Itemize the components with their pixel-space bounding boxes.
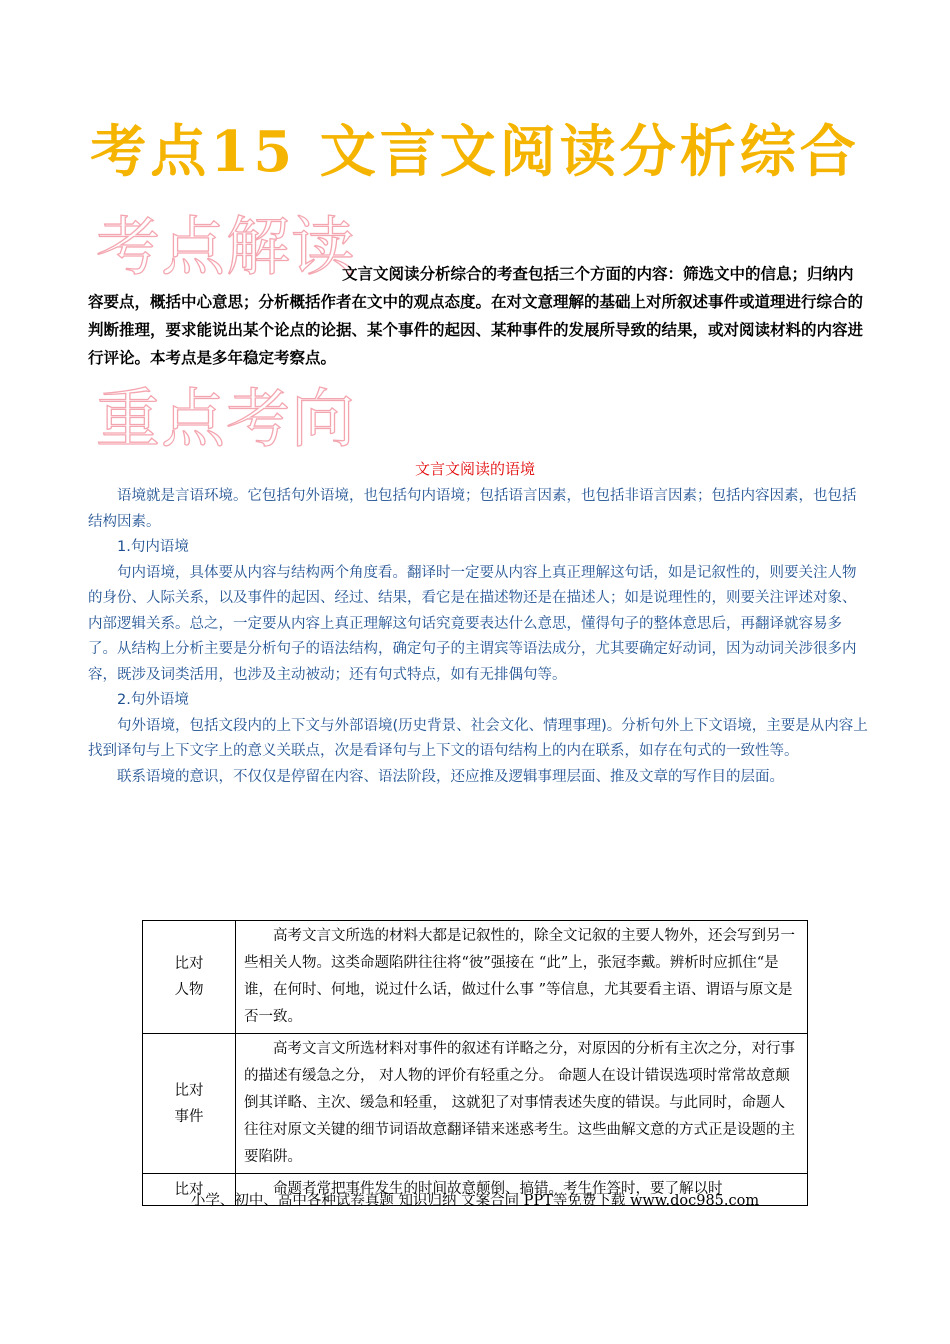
intro-paragraph: 文言文阅读分析综合的考查包括三个方面的内容：筛选文中的信息；归纳内容要点，概括中心意思；分析概括作者在文中的观点态度。在对文意理解的基础上对所叙述事件或道理进行综合的判断推理，要求能说出某个论点的论据、某个事件的起因、某种事件的发展所导致的结果，或对阅读材料的内容进行评论。本考点是多年稳定考察点。 [88,265,864,367]
paragraph-context-awareness: 联系语境的意识，不仅仅是停留在内容、语法阶段，还应推及逻辑事理层面、推及文章的写作目的层面。 [117,768,784,785]
row-label: 比对 事件 [143,1034,236,1174]
section-heading: 文言文阅读的语境 [414,460,535,478]
comparison-table [142,920,808,1206]
paragraph-outer-context: 句外语境，包括文段内的上下文与外部语境(历史背景、社会文化、情理事理)。分析句外上下文语境，主要是从内容上找到译句与上下文字上的意义关联点，次是看译句与上下文的语句结构上的内在联系，如存在句式的一致性等。 [88,717,868,759]
body-text [88,484,868,790]
subheading-outer-context: 2.句外语境 [117,692,189,708]
table-row [143,1034,808,1174]
row-content: 高考文言文所选材料对事件的叙述有详略之分，对原因的分析有主次之分，对行事的描述有缓急之分， 对人物的评价有轻重之分。 命题人在设计错误选项时常常故意颠倒其详略、主次、缓急和轻重， 这就犯了对事情表述失度的错误。与此同时，命题人往往对原文关键的细节词语故意翻译错来迷惑考生。这些曲解文意的方式正是设题的主要陷阱。 [236,1034,808,1174]
paragraph-context-definition: 语境就是言语环境。它包括句外语境，也包括句内语境；包括语言因素，也包括非语言因素；包括内容因素，也包括结构因素。 [88,488,857,530]
page-title: 考点15 文言文阅读分析综合 [90,119,860,185]
row-content: 高考文言文所选的材料大都是记叙性的，除全文记叙的主要人物外，还会写到另一些相关人物。这类命题陷阱往往将“彼”强接在 “此”上，张冠李戴。辨析时应抓住“是谁，在何时、何地，说过什么话，做过什么事 ”等信息，尤其要看主语、谓语与原文是否一致。 [236,921,808,1034]
page-footer: 小学、初中、高中各种试卷真题 知识归纳 文案合同 PPT等免费下载 www.doc985.com [190,1193,760,1209]
section-stamp-focus: 重点考向 [96,383,356,457]
row-content: 命题者常把事件发生的时间故意颠倒、搞错。考生作答时，要了解以时 [236,1174,808,1206]
row-label: 比对 [143,1174,236,1206]
table-row [143,921,808,1034]
subheading-inner-context: 1.句内语境 [117,539,189,555]
row-label: 比对 人物 [143,921,236,1034]
paragraph-inner-context: 句内语境，具体要从内容与结构两个角度看。翻译时一定要从内容上真正理解这句话，如是记叙性的，则要关注人物的身份、人际关系，以及事件的起因、经过、结果，看它是在描述物还是在描述人；如是说理性的，则要关注评述对象、内部逻辑关系。总之，一定要从内容上真正理解这句话究竟要表达什么意思，懂得句子的整体意思后，再翻译就容易多了。从结构上分析主要是分析句子的语法结构，确定句子的主谓宾等语法成分，尤其要确定好动词，因为动词关涉很多内容，既涉及词类活用，也涉及主动被动；还有句式特点，如有无排偶句等。 [88,564,857,683]
section-stamp-interpretation: 考点解读 [96,211,356,285]
